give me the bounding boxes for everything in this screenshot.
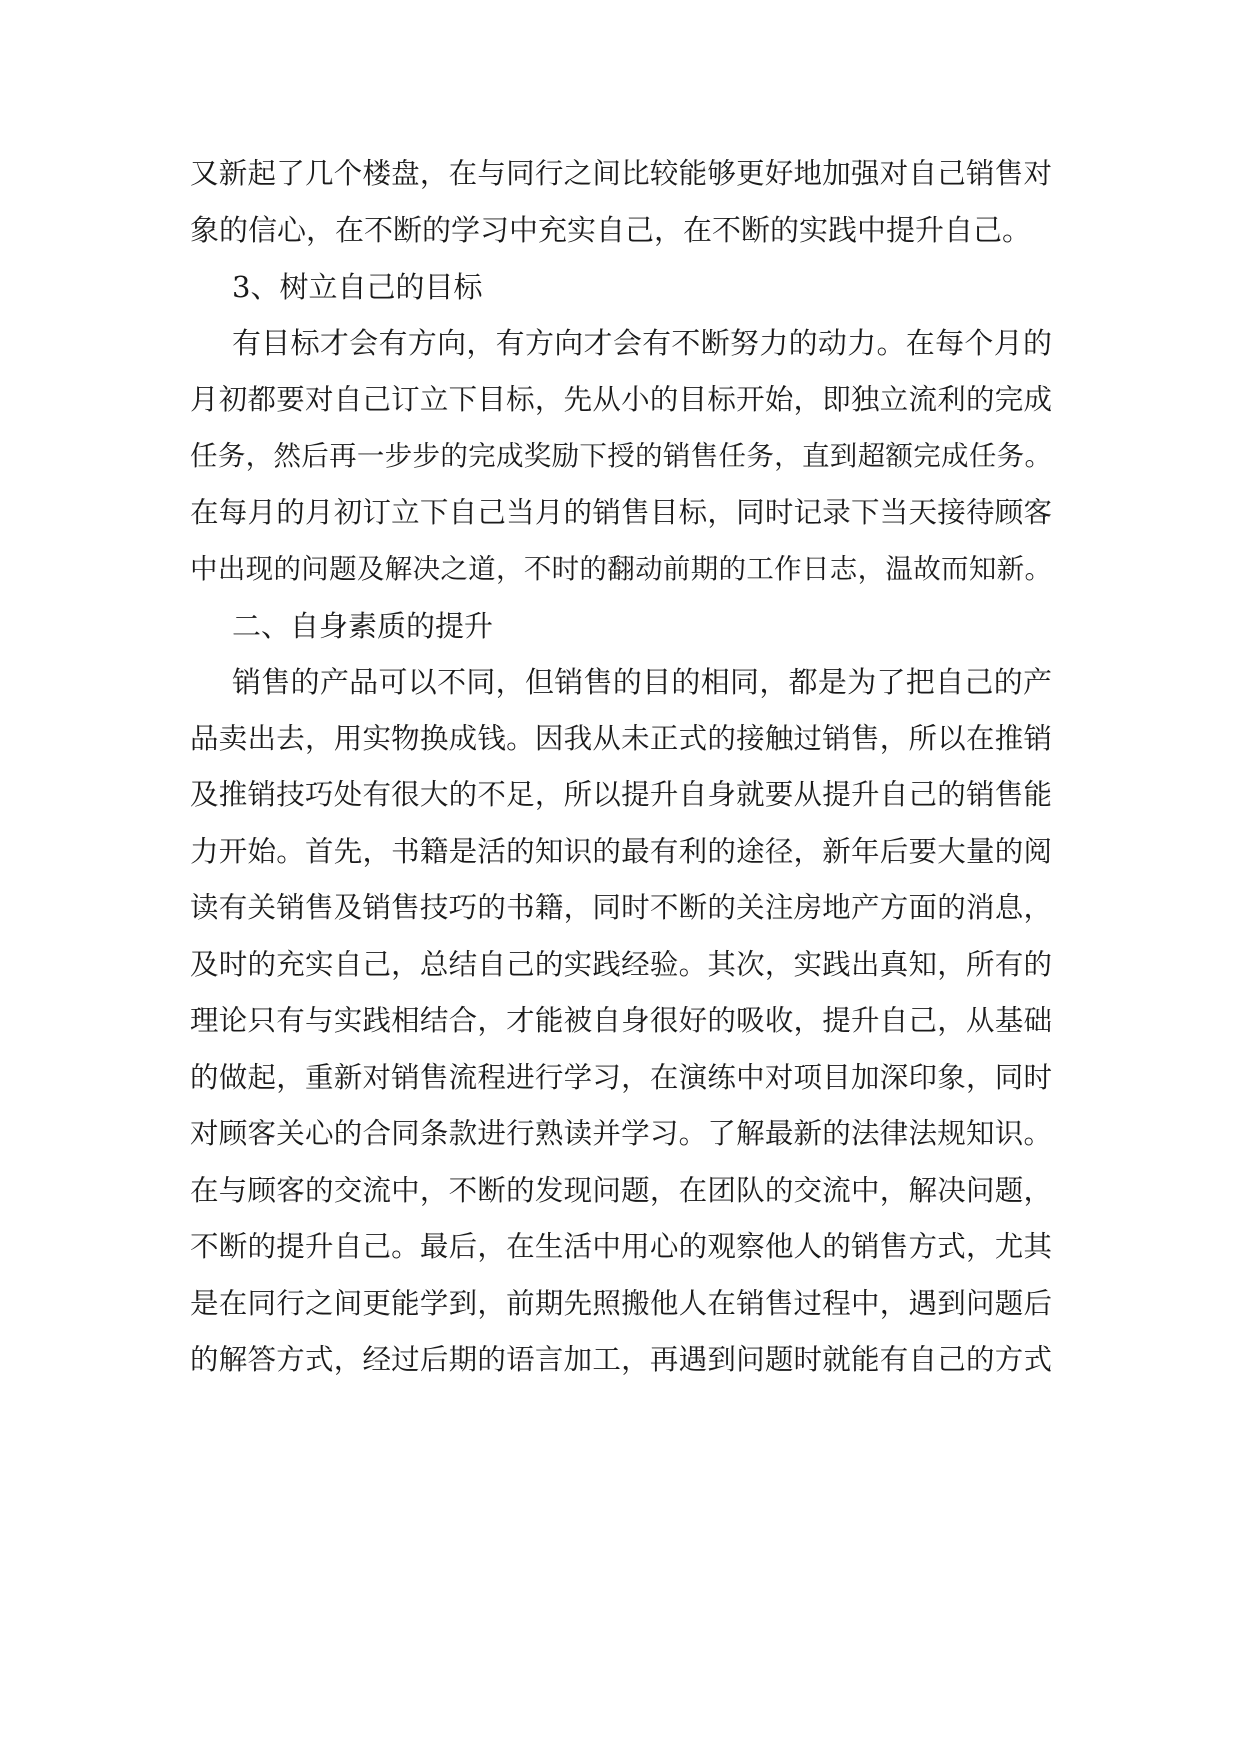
paragraph-line: 及推销技巧处有很大的不足，所以提升自身就要从提升自己的销售能 [190, 778, 1052, 811]
paragraph-line: 销售的产品可以不同，但销售的目的相同，都是为了把自己的产 [232, 665, 1052, 699]
paragraph-line: 的解答方式，经过后期的语言加工，再遇到问题时就能有自己的方式 [190, 1343, 1052, 1376]
paragraph-line: 任务，然后再一步步的完成奖励下授的销售任务，直到超额完成任务。 [190, 440, 1052, 472]
paragraph-line: 的做起，重新对销售流程进行学习，在演练中对项目加深印象，同时 [190, 1061, 1052, 1094]
paragraph-line: 有目标才会有方向，有方向才会有不断努力的动力。在每个月的 [232, 326, 1052, 360]
paragraph-line: 力开始。首先，书籍是活的知识的最有利的途径，新年后要大量的阅 [190, 835, 1052, 868]
paragraph-line: 品卖出去，用实物换成钱。因我从未正式的接触过销售，所以在推销 [190, 722, 1052, 755]
paragraph-line: 及时的充实自己，总结自己的实践经验。其次，实践出真知，所有的 [190, 948, 1052, 981]
paragraph-line: 中出现的问题及解决之道，不时的翻动前期的工作日志，温故而知新。 [190, 553, 1052, 585]
paragraph-line: 理论只有与实践相结合，才能被自身很好的吸收，提升自己，从基础 [190, 1004, 1052, 1037]
paragraph-line: 象的信心，在不断的学习中充实自己，在不断的实践中提升自己。 [190, 213, 1032, 247]
section-heading: 二、自身素质的提升 [232, 609, 494, 643]
paragraph-line: 月初都要对自己订立下目标，先从小的目标开始，即独立流利的完成 [190, 383, 1052, 416]
paragraph-line: 对顾客关心的合同条款进行熟读并学习。了解最新的法律法规知识。 [190, 1117, 1052, 1150]
paragraph-line: 读有关销售及销售技巧的书籍，同时不断的关注房地产方面的消息， [190, 891, 1052, 924]
paragraph-line: 不断的提升自己。最后，在生活中用心的观察他人的销售方式，尤其 [190, 1230, 1052, 1263]
paragraph-line: 又新起了几个楼盘，在与同行之间比较能够更好地加强对自己销售对 [190, 157, 1052, 190]
section-heading: 3、树立自己的目标 [232, 270, 483, 304]
paragraph-line: 是在同行之间更能学到，前期先照搬他人在销售过程中，遇到问题后 [190, 1287, 1052, 1320]
paragraph-line: 在与顾客的交流中，不断的发现问题，在团队的交流中，解决问题， [190, 1174, 1052, 1207]
paragraph-line: 在每月的月初订立下自己当月的销售目标，同时记录下当天接待顾客 [190, 496, 1052, 529]
